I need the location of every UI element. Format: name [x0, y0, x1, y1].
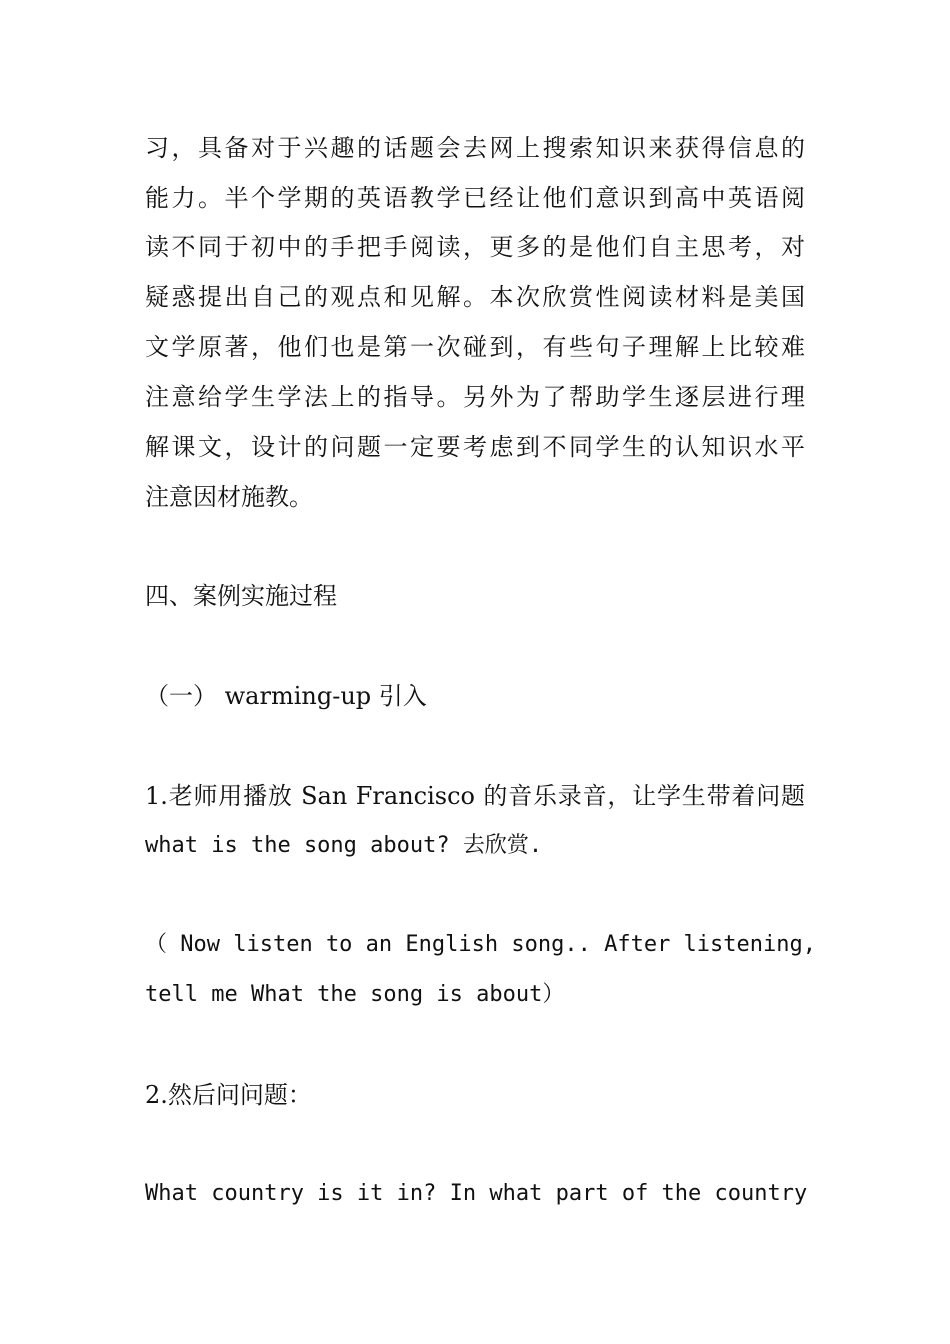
paragraph-line: 能力。半个学期的英语教学已经让他们意识到高中英语阅 [145, 184, 805, 212]
list-item-line: 2.然后问问题： [145, 1081, 312, 1109]
paragraph-line: 注意因材施教。 [145, 483, 313, 511]
paragraph-line: 读不同于初中的手把手阅读，更多的是他们自主思考，对 [145, 233, 805, 261]
paragraph-line: 文学原著，他们也是第一次碰到，有些句子理解上比较难 [145, 333, 805, 361]
paragraph-line: 解课文，设计的问题一定要考虑到不同学生的认知识水平 [145, 433, 805, 461]
quote-line: tell me What the song is about） [145, 982, 565, 1007]
question-line: What country is it in? In what part of the country [145, 1181, 808, 1206]
paragraph-line: 习，具备对于兴趣的话题会去网上搜索知识来获得信息的 [145, 134, 805, 162]
list-item-line: what is the song about? 去欣赏. [145, 833, 543, 858]
paragraph-line: 疑惑提出自己的观点和见解。本次欣赏性阅读材料是美国 [145, 283, 805, 311]
paragraph-line: 注意给学生学法上的指导。另外为了帮助学生逐层进行理 [145, 383, 805, 411]
list-item-line: 1.老师用播放 San Francisco 的音乐录音，让学生带着问题 [145, 782, 805, 810]
section-heading: 四、案例实施过程 [145, 582, 337, 610]
quote-line: （ Now listen to an English song.. After listening, [145, 932, 817, 957]
subheading: （一） warming-up 引入 [145, 682, 427, 710]
